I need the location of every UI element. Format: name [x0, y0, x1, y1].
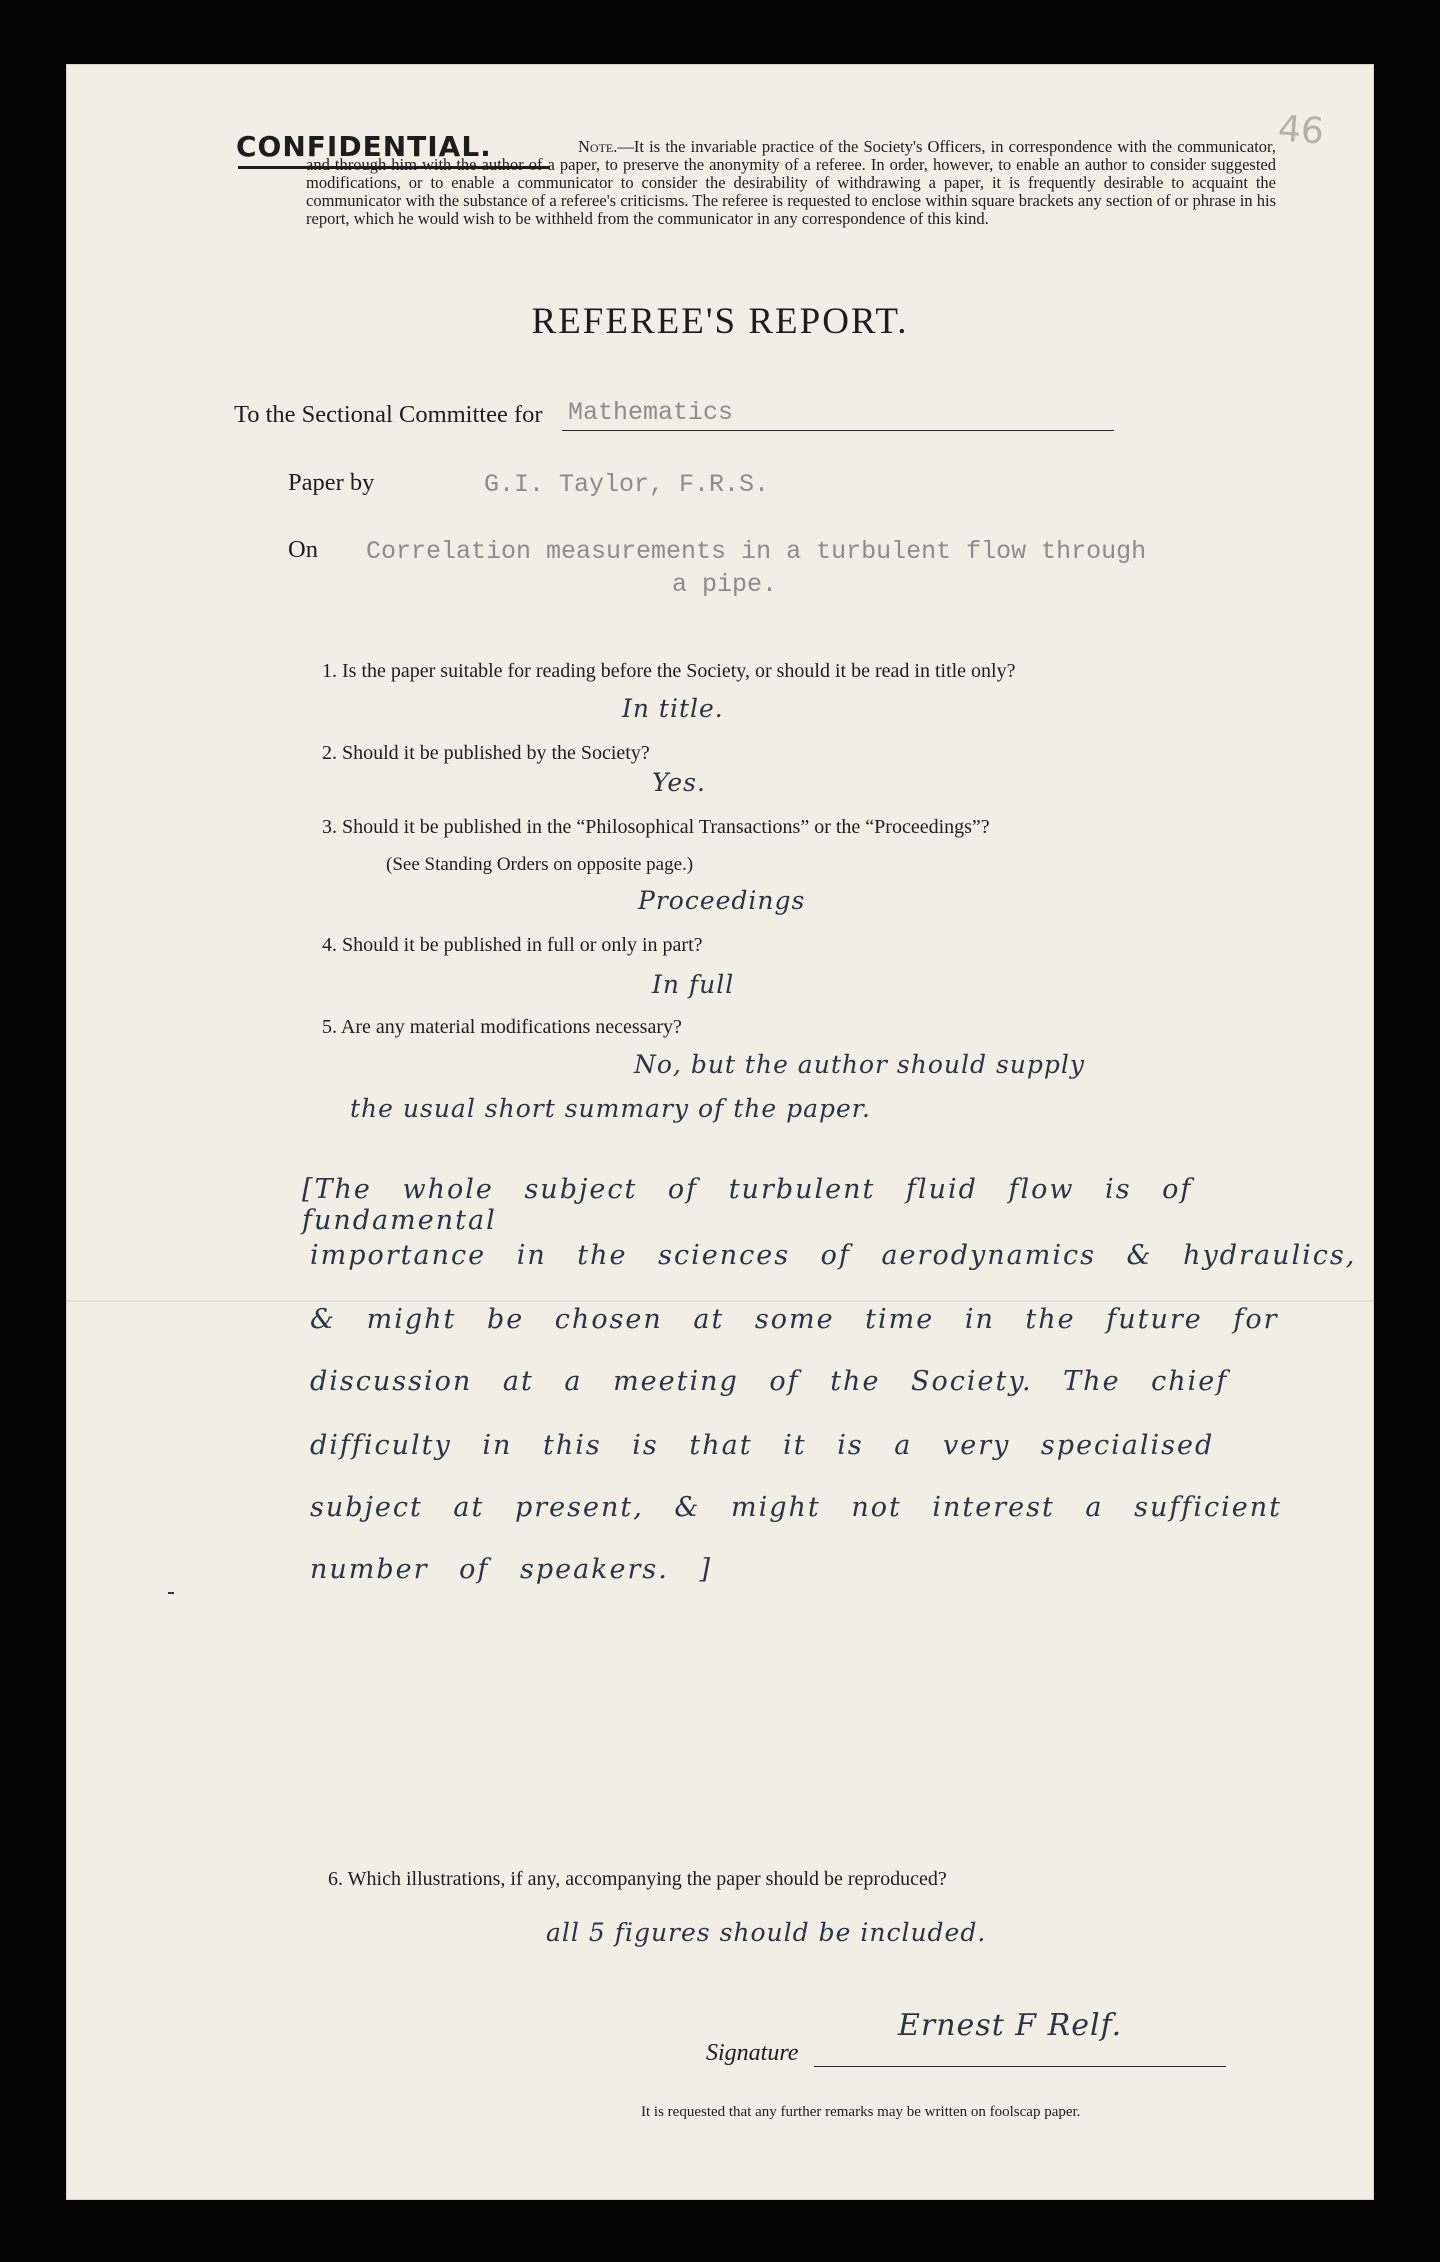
question-6 [328, 1868, 947, 1891]
question-number: 6. [328, 1868, 343, 1890]
remark-line: discussion at a meeting of the Society. The chief [310, 1366, 1229, 1397]
remark-line: [The whole subject of turbulent fluid flow is of fundamental [302, 1174, 1193, 1236]
question-number: 1. [322, 660, 337, 682]
question-3 [322, 816, 990, 839]
question-number: 5. [322, 1016, 337, 1038]
answer-5-line1: No, but the author should supply [634, 1050, 1085, 1079]
paper-by-value: G.I. Taylor, F.R.S. [484, 470, 770, 499]
question-text: Should it be published by the Society? [342, 742, 650, 764]
question-number: 3. [322, 816, 337, 838]
remark-line: subject at present, & might not interest a sufficient [310, 1492, 1282, 1523]
question-text: Are any material modifications necessary? [340, 1016, 682, 1038]
question-1 [322, 660, 1016, 683]
remark-line: number of speakers. ] [310, 1554, 712, 1585]
question-4 [322, 934, 703, 957]
answer-5-line2: the usual short summary of the paper. [350, 1094, 871, 1123]
paper-title-line1: Correlation measurements in a turbulent flow through [366, 537, 1147, 566]
question-5 [322, 1016, 682, 1039]
note-lead: Note. [578, 137, 618, 156]
document-sheet [66, 64, 1374, 2200]
paper-title-line2: a pipe. [672, 570, 778, 599]
page-number: 46 [1276, 108, 1326, 153]
signature-underline [814, 2066, 1226, 2067]
remark-line: importance in the sciences of aerodynamics & hydraulics, [310, 1240, 1357, 1271]
answer-6: all 5 figures should be included. [546, 1918, 987, 1947]
signature-label: Signature [706, 2040, 799, 2066]
fold-line [66, 1300, 1374, 1302]
question-text: Is the paper suitable for reading before the Society, or should it be read in title only? [342, 660, 1016, 682]
question-2 [322, 742, 650, 765]
paper-by-label: Paper by [288, 469, 375, 496]
committee-label: To the Sectional Committee for [234, 401, 543, 428]
remark-line: & might be chosen at some time in the future for [310, 1304, 1279, 1335]
standing-orders-note: (See Standing Orders on opposite page.) [386, 854, 694, 875]
on-label: On [288, 536, 318, 563]
answer-2: Yes. [652, 768, 706, 797]
question-text: Should it be published in the “Philosophical Transactions” or the “Proceedings”? [342, 816, 990, 838]
remark-line: difficulty in this is that it is a very specialised [310, 1430, 1215, 1461]
question-text: Which illustrations, if any, accompanying the paper should be reproduced? [347, 1868, 947, 1890]
answer-3: Proceedings [638, 886, 806, 915]
footnote: It is requested that any further remarks may be written on foolscap paper. [641, 2104, 1081, 2120]
signature-value: Ernest F Relf. [898, 2008, 1123, 2043]
answer-1: In title. [622, 694, 724, 723]
note-text: —It is the invariable practice of the Society's Officers, in correspondence with the communicator, and through him with the author of a paper, to preserve the anonymity of a referee. In order, however, to enable an author to consider suggested modifications, or to enable a communicator to consider the desirability of withdrawing a paper, it is frequently desirable to acquaint the communicator with the substance of a referee's criticisms. The referee is requested to enclose within square brackets any section of or phrase in his report, which he would wish to be withheld from the communicator in any correspondence of this kind. [306, 137, 1276, 228]
question-text: Should it be published in full or only in part? [342, 934, 703, 956]
margin-mark [168, 1592, 174, 1594]
report-title: REFEREE'S REPORT. [531, 301, 909, 342]
committee-underline [562, 430, 1114, 431]
committee-value: Mathematics [568, 398, 734, 427]
question-number: 2. [322, 742, 337, 764]
confidential-label: CONFIDENTIAL. [236, 130, 492, 163]
question-number: 4. [322, 934, 337, 956]
answer-4: In full [652, 970, 735, 999]
confidentiality-note [306, 138, 1276, 228]
